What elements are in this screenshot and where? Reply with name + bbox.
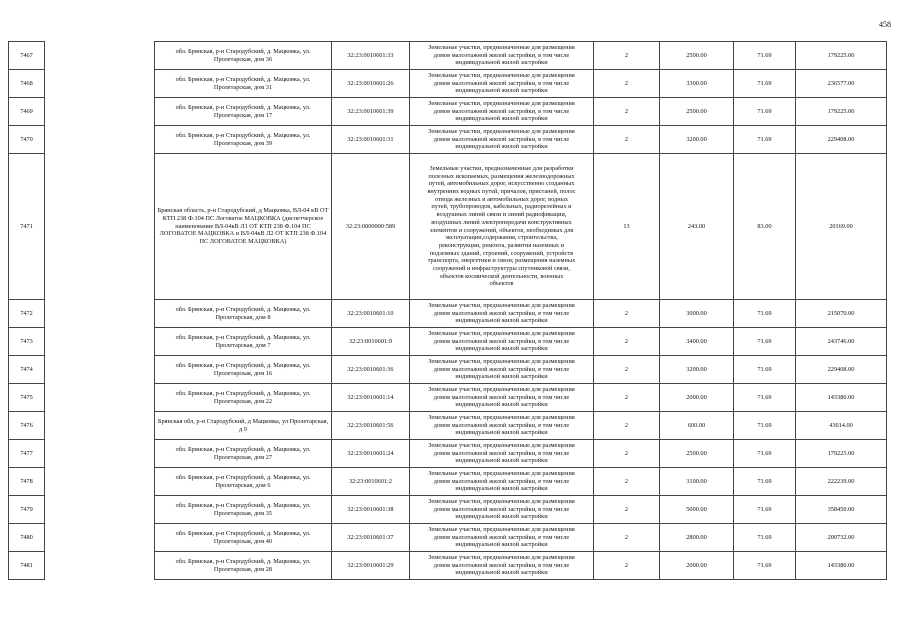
- land-use-line: индивидуальной жилой застройки: [455, 485, 548, 493]
- land-use-cell: [410, 356, 594, 384]
- area-cell: 2500.00: [660, 98, 734, 126]
- land-use-line: индивидуальной жилой застройки: [455, 345, 548, 353]
- land-use-line: Земельные участки, предназначенные для размещения: [428, 497, 575, 505]
- rate-cell: 71.69: [734, 126, 796, 154]
- land-use-line: подземных зданий, строений, сооружений, устройств: [429, 249, 574, 257]
- land-use-cell: [410, 70, 594, 98]
- row-number-cell: 7471: [9, 154, 45, 300]
- land-use-line: домов малоэтажной жилой застройки, в том числе: [433, 533, 570, 541]
- cadastral-number-cell: 32:23:0010601:26: [332, 70, 410, 98]
- land-use-line: индивидуальной жилой застройки: [455, 569, 548, 577]
- land-use-line: индивидуальной жилой застройки: [455, 457, 548, 465]
- group-cell: 2: [594, 552, 660, 580]
- land-use-line: индивидуальной жилой застройки: [455, 59, 548, 67]
- value-cell: 236577.00: [796, 70, 887, 98]
- land-use-line: воздушных линий электропередачи конструктивных: [431, 218, 572, 226]
- spacer-cell: [45, 552, 155, 580]
- row-number-cell: 7477: [9, 440, 45, 468]
- address-cell: обл. Брянская, р-н Стародубский, д. Мацковка, ул. Пролетарская, дом 40: [155, 524, 332, 552]
- group-cell: 2: [594, 70, 660, 98]
- value-cell: 229408.00: [796, 126, 887, 154]
- rate-cell: 71.69: [734, 384, 796, 412]
- group-cell: 2: [594, 412, 660, 440]
- land-use-cell: [410, 98, 594, 126]
- area-cell: 243.00: [660, 154, 734, 300]
- value-cell: 143380.00: [796, 384, 887, 412]
- rate-cell: 71.69: [734, 412, 796, 440]
- rate-cell: 71.69: [734, 440, 796, 468]
- cadastral-number-cell: 32:23:0010601:29: [332, 552, 410, 580]
- value-cell: 179225.00: [796, 440, 887, 468]
- cadastral-number-cell: 32:23:0010601:33: [332, 42, 410, 70]
- cadastral-number-cell: 32:23:0010601:39: [332, 98, 410, 126]
- land-use-cell: [410, 524, 594, 552]
- spacer-cell: [45, 412, 155, 440]
- land-use-line: реконструкции, ремонта, развития наземных и: [438, 241, 565, 249]
- land-use-line: Земельные участки, предназначенные для размещения: [428, 385, 575, 393]
- row-number-cell: 7476: [9, 412, 45, 440]
- land-use-line: индивидуальной жилой застройки: [455, 87, 548, 95]
- row-number-cell: 7475: [9, 384, 45, 412]
- group-cell: 2: [594, 42, 660, 70]
- table-row: [9, 70, 887, 98]
- row-number-cell: 7469: [9, 98, 45, 126]
- row-number-cell: 7468: [9, 70, 45, 98]
- spacer-cell: [45, 356, 155, 384]
- rate-cell: 71.69: [734, 42, 796, 70]
- row-number-cell: 7481: [9, 552, 45, 580]
- table-row: [9, 384, 887, 412]
- table-row: [9, 412, 887, 440]
- area-cell: 2500.00: [660, 440, 734, 468]
- land-use-cell: [410, 328, 594, 356]
- cadastral-number-cell: 32:23:0010601:37: [332, 524, 410, 552]
- value-cell: 200732.00: [796, 524, 887, 552]
- area-cell: 2500.00: [660, 42, 734, 70]
- land-use-cell: [410, 126, 594, 154]
- cadastral-number-cell: 32:23:0010601:9: [332, 328, 410, 356]
- spacer-cell: [45, 468, 155, 496]
- address-cell: обл. Брянская, р-н Стародубский, д. Мацковка, ул. Пролетарская, дом 6: [155, 468, 332, 496]
- land-use-line: Земельные участки, предназначенные для размещения: [428, 329, 575, 337]
- area-cell: 3300.00: [660, 70, 734, 98]
- cadastral-number-cell: 32:23:0010601:56: [332, 412, 410, 440]
- land-use-line: сооружений и инфраструктуры спутниковой связи,: [433, 264, 570, 272]
- land-use-line: транспорта, энергетики и связи; размещения наземных: [427, 257, 576, 265]
- area-cell: 3200.00: [660, 356, 734, 384]
- spacer-cell: [45, 42, 155, 70]
- land-use-cell: [410, 496, 594, 524]
- land-use-cell: [410, 384, 594, 412]
- land-use-line: домов малоэтажной жилой застройки, в том числе: [433, 477, 570, 485]
- address-cell: обл. Брянская, р-н Стародубский, д. Мацковка, ул. Пролетарская, дом 16: [155, 356, 332, 384]
- row-number-cell: 7474: [9, 356, 45, 384]
- table-row: [9, 440, 887, 468]
- cadastral-number-cell: 32:23:0010601:31: [332, 126, 410, 154]
- area-cell: 2800.00: [660, 524, 734, 552]
- spacer-cell: [45, 328, 155, 356]
- rate-cell: 71.69: [734, 300, 796, 328]
- address-cell: обл. Брянская, р-н Стародубский, д. Мацковка, ул. Пролетарская, дом 35: [155, 496, 332, 524]
- page-number: 458: [879, 20, 891, 29]
- group-cell: 2: [594, 356, 660, 384]
- land-use-line: домов малоэтажной жилой застройки, в том числе: [433, 107, 570, 115]
- land-use-line: индивидуальной жилой застройки: [455, 115, 548, 123]
- row-number-cell: 7470: [9, 126, 45, 154]
- cadastral-number-cell: 32:23:0010601:36: [332, 356, 410, 384]
- cadastral-table: [8, 41, 887, 580]
- land-use-line: индивидуальной жилой застройки: [455, 429, 548, 437]
- value-cell: 229408.00: [796, 356, 887, 384]
- group-cell: 2: [594, 524, 660, 552]
- address-cell: обл. Брянская, р-н Стародубский, д. Мацковка, ул. Пролетарская, дом 28: [155, 552, 332, 580]
- table-row: [9, 356, 887, 384]
- land-use-line: Земельные участки, предназначенные для размещения: [428, 413, 575, 421]
- area-cell: 3100.00: [660, 468, 734, 496]
- land-use-line: домов малоэтажной жилой застройки, в том числе: [433, 393, 570, 401]
- value-cell: 215070.00: [796, 300, 887, 328]
- area-cell: 2000.00: [660, 552, 734, 580]
- row-number-cell: 7472: [9, 300, 45, 328]
- land-use-line: полезных ископаемых, размещения железнодорожных: [428, 172, 575, 180]
- address-cell: обл. Брянская, р-н Стародубский, д. Мацковка, ул. Пролетарская, дом 39: [155, 126, 332, 154]
- cadastral-number-cell: 32:23:0010601:10: [332, 300, 410, 328]
- table-row: [9, 42, 887, 70]
- group-cell: 2: [594, 468, 660, 496]
- land-use-line: объектов космической деятельности, военных: [439, 272, 564, 280]
- value-cell: 222239.00: [796, 468, 887, 496]
- table-row: [9, 524, 887, 552]
- area-cell: 600.00: [660, 412, 734, 440]
- land-use-cell: [410, 468, 594, 496]
- land-use-cell: [410, 154, 594, 300]
- row-number-cell: 7467: [9, 42, 45, 70]
- land-use-line: Земельные участки, предназначенные для размещения: [428, 469, 575, 477]
- land-use-line: домов малоэтажной жилой застройки, в том числе: [433, 505, 570, 513]
- rate-cell: 71.69: [734, 356, 796, 384]
- land-use-line: Земельные участки, предназначенные для размещения: [428, 99, 575, 107]
- land-use-line: воздушных линий связи и линий радиофикации,: [436, 211, 567, 219]
- land-use-line: домов малоэтажной жилой застройки, в том числе: [433, 337, 570, 345]
- land-use-line: домов малоэтажной жилой застройки, в том числе: [433, 51, 570, 59]
- value-cell: 179225.00: [796, 98, 887, 126]
- rate-cell: 71.69: [734, 98, 796, 126]
- table-body: [9, 42, 887, 580]
- land-use-line: Земельные участки, предназначенные для размещения: [428, 357, 575, 365]
- table-row: [9, 552, 887, 580]
- land-use-line: Земельные участки, предназначенные для размещения: [428, 71, 575, 79]
- land-use-line: домов малоэтажной жилой застройки, в том числе: [433, 79, 570, 87]
- rate-cell: 71.69: [734, 328, 796, 356]
- land-use-line: Земельные участки, предназначенные для разработки: [429, 165, 574, 173]
- land-use-cell: [410, 440, 594, 468]
- land-use-line: путей, трубопроводов, кабельных, радиорелейных и: [431, 203, 572, 211]
- address-cell: Брянская обл, р-н Стародубский, д Мацковка, ул Пролетарская, д 9: [155, 412, 332, 440]
- row-number-cell: 7479: [9, 496, 45, 524]
- group-cell: 2: [594, 126, 660, 154]
- spacer-cell: [45, 70, 155, 98]
- table-row: [9, 496, 887, 524]
- cadastral-number-cell: 32:23:0010601:24: [332, 440, 410, 468]
- land-use-line: индивидуальной жилой застройки: [455, 143, 548, 151]
- area-cell: 3400.00: [660, 328, 734, 356]
- land-use-line: Земельные участки, предназначенные для размещения: [428, 127, 575, 135]
- address-cell: обл. Брянская, р-н Стародубский, д. Мацковка, ул. Пролетарская, дом 17: [155, 98, 332, 126]
- value-cell: 358450.00: [796, 496, 887, 524]
- group-cell: 2: [594, 300, 660, 328]
- land-use-line: отвода железных и автомобильных дорог, водных: [435, 195, 568, 203]
- group-cell: 2: [594, 328, 660, 356]
- row-number-cell: 7473: [9, 328, 45, 356]
- address-cell: обл. Брянская, р-н Стародубский, д. Мацковка, ул. Пролетарская, дом 8: [155, 300, 332, 328]
- rate-cell: 71.69: [734, 524, 796, 552]
- land-use-line: внутренних водных путей, причалов, пристаней, полос: [427, 188, 576, 196]
- row-number-cell: 7480: [9, 524, 45, 552]
- area-cell: 3000.00: [660, 300, 734, 328]
- table-row: [9, 300, 887, 328]
- land-use-line: домов малоэтажной жилой застройки, в том числе: [433, 135, 570, 143]
- land-use-cell: [410, 42, 594, 70]
- cadastral-number-cell: 32:23:0000000:589: [332, 154, 410, 300]
- land-use-line: индивидуальной жилой застройки: [455, 541, 548, 549]
- address-cell: обл. Брянская, р-н Стародубский, д. Мацковка, ул. Пролетарская, дом 7: [155, 328, 332, 356]
- rate-cell: 71.69: [734, 468, 796, 496]
- land-use-line: Земельные участки, предназначенные для размещения: [428, 525, 575, 533]
- group-cell: 13: [594, 154, 660, 300]
- area-cell: 3200.00: [660, 126, 734, 154]
- address-cell: обл. Брянская, р-н Стародубский, д. Мацковка, ул. Пролетарская, дом 22: [155, 384, 332, 412]
- land-use-line: эксплуатации,содержания, строительства,: [445, 234, 558, 242]
- land-use-line: домов малоэтажной жилой застройки, в том числе: [433, 421, 570, 429]
- table-row: [9, 126, 887, 154]
- land-use-line: домов малоэтажной жилой застройки, в том числе: [433, 449, 570, 457]
- cadastral-number-cell: 32:23:0010601:14: [332, 384, 410, 412]
- table-row: [9, 98, 887, 126]
- group-cell: 2: [594, 98, 660, 126]
- spacer-cell: [45, 496, 155, 524]
- rate-cell: 83.00: [734, 154, 796, 300]
- address-cell: обл. Брянская, р-н Стародубский, д. Мацковка, ул. Пролетарская, дом 36: [155, 42, 332, 70]
- cadastral-number-cell: 32:23:0010601:2: [332, 468, 410, 496]
- group-cell: 2: [594, 440, 660, 468]
- land-use-line: индивидуальной жилой застройки: [455, 401, 548, 409]
- value-cell: 43014.00: [796, 412, 887, 440]
- spacer-cell: [45, 300, 155, 328]
- land-use-line: домов малоэтажной жилой застройки, в том числе: [433, 309, 570, 317]
- land-use-line: индивидуальной жилой застройки: [455, 513, 548, 521]
- land-use-cell: [410, 300, 594, 328]
- table-row: [9, 154, 887, 300]
- land-use-cell: [410, 412, 594, 440]
- address-cell: обл. Брянская, р-н Стародубский, д. Мацковка, ул. Пролетарская, дом 31: [155, 70, 332, 98]
- address-cell: Брянская область, р-н Стародубский, д Мацковка, ВЛ-04 кВ ОТ КТП 238 Ф.104 ПС Логоватое МАЦКОВКА (диспетчерское наименование ВЛ-04кВ Л1 ОТ КТП 238 Ф.104 ПС ЛОГОВАТОЕ МАЦКОВКА и ВЛ-04кВ Л2 ОТ КТП 238 Ф.104 ПС ЛОГОВАТОЕ МАЦКОВКА): [155, 154, 332, 300]
- land-use-line: Земельные участки, предназначенные для размещения: [428, 553, 575, 561]
- land-use-line: элементов и сооружений, объектов, необходимых для: [429, 226, 574, 234]
- row-number-cell: 7478: [9, 468, 45, 496]
- area-cell: 5000.00: [660, 496, 734, 524]
- land-use-line: объектов: [489, 280, 514, 288]
- value-cell: 20169.00: [796, 154, 887, 300]
- land-use-line: Земельные участки, предназначенные для размещения: [428, 441, 575, 449]
- area-cell: 2000.00: [660, 384, 734, 412]
- cadastral-number-cell: 32:23:0010601:38: [332, 496, 410, 524]
- land-use-line: домов малоэтажной жилой застройки, в том числе: [433, 365, 570, 373]
- address-cell: обл. Брянская, р-н Стародубский, д. Мацковка, ул. Пролетарская, дом 27: [155, 440, 332, 468]
- rate-cell: 71.69: [734, 496, 796, 524]
- land-use-line: Земельные участки, предназначенные для размещения: [428, 301, 575, 309]
- rate-cell: 71.69: [734, 70, 796, 98]
- spacer-cell: [45, 524, 155, 552]
- land-use-line: домов малоэтажной жилой застройки, в том числе: [433, 561, 570, 569]
- spacer-cell: [45, 440, 155, 468]
- land-use-line: путей, автомобильных дорог, искусственно созданных: [428, 180, 575, 188]
- table-row: [9, 328, 887, 356]
- spacer-cell: [45, 154, 155, 300]
- spacer-cell: [45, 126, 155, 154]
- value-cell: 243746.00: [796, 328, 887, 356]
- land-use-line: индивидуальной жилой застройки: [455, 373, 548, 381]
- group-cell: 2: [594, 384, 660, 412]
- land-use-line: индивидуальной жилой застройки: [455, 317, 548, 325]
- land-use-cell: [410, 552, 594, 580]
- table-row: [9, 468, 887, 496]
- rate-cell: 71.69: [734, 552, 796, 580]
- spacer-cell: [45, 98, 155, 126]
- value-cell: 143380.00: [796, 552, 887, 580]
- group-cell: 2: [594, 496, 660, 524]
- spacer-cell: [45, 384, 155, 412]
- value-cell: 179225.00: [796, 42, 887, 70]
- land-use-line: Земельные участки, предназначенные для размещения: [428, 43, 575, 51]
